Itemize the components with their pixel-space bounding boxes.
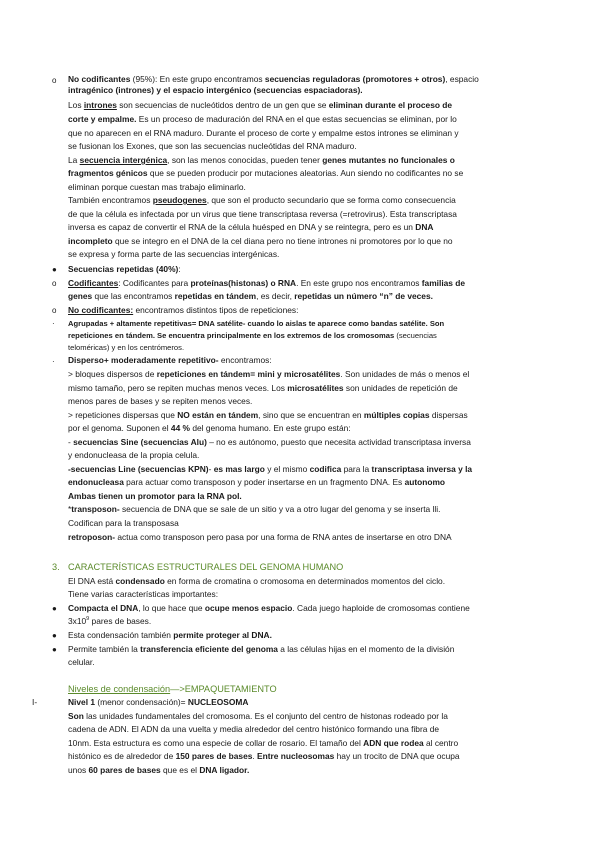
- text-run: encontramos distintos tipos de repeticiones:: [133, 305, 299, 315]
- text-run: pseudogenes: [152, 195, 207, 205]
- text-run: No codificantes:: [68, 305, 134, 315]
- text-run: Nivel 1: [68, 697, 96, 707]
- paragraph-line: [68, 576, 445, 587]
- text-run: permite proteger al DNA.: [173, 630, 272, 640]
- text-run: que las encontramos: [92, 291, 175, 301]
- section-heading: [52, 561, 343, 573]
- text-run: microsatélites: [287, 383, 344, 393]
- text-run: El DNA está: [68, 576, 116, 586]
- paragraph-line: [68, 355, 272, 366]
- text-run: : Codificantes para: [118, 278, 191, 288]
- paragraph-line: [68, 182, 246, 193]
- text-run: (menor condensación)=: [95, 697, 188, 707]
- text-run: genes mutantes no funcionales o: [322, 155, 455, 165]
- text-run: eliminan durante el proceso de: [328, 100, 453, 110]
- paragraph-line: [68, 236, 453, 247]
- text-run: del genoma humano. En este grupo están:: [190, 423, 351, 433]
- sci-exponent: 9: [86, 616, 90, 623]
- text-run: Codifican para la transposasa: [68, 518, 179, 528]
- text-run: actua como transposon pero pasa por una forma de RNA antes de insertarse en otro DNA: [115, 532, 452, 542]
- text-run: celular.: [68, 657, 95, 667]
- text-run: eliminan porque cuestan mas trabajo eliminarlo.: [68, 182, 246, 192]
- text-run: ocupe menos espacio: [204, 603, 293, 613]
- paragraph-line: [68, 222, 433, 233]
- paragraph-line: [68, 423, 351, 434]
- paragraph-line: [68, 464, 472, 475]
- text-run: Compacta el DNA: [68, 603, 139, 613]
- paragraph-line: [68, 437, 471, 448]
- text-run: , lo que hace que: [138, 603, 205, 613]
- paragraph-line: [68, 155, 455, 166]
- text-run: La: [68, 155, 80, 165]
- text-run: -: [208, 464, 214, 474]
- paragraph-line: [68, 396, 252, 407]
- text-run: (secuencias: [394, 331, 437, 340]
- text-run: encontramos:: [218, 355, 272, 365]
- text-run: Esta condensación también: [68, 630, 174, 640]
- paragraph-line: [68, 278, 465, 289]
- list-bullet: o: [52, 306, 57, 315]
- text-run: , son las menos conocidas, pueden tener: [167, 155, 323, 165]
- paragraph-line: [68, 738, 458, 749]
- list-bullet: ●: [52, 631, 57, 640]
- text-run: secuencia intergénica: [79, 155, 168, 165]
- paragraph-line: [68, 630, 272, 641]
- text-run: Disperso+ moderadamente repetitivo-: [68, 355, 219, 365]
- paragraph-line: [68, 603, 470, 614]
- text-run: endonucleasa: [68, 477, 124, 487]
- paragraph-line: [68, 369, 469, 380]
- text-run: se expresa y forma parte de las secuencias intergénicas.: [68, 249, 280, 259]
- text-run: repeticiones en tándem. Se encuentra principalmente en los extremos de los cromosomas: [68, 331, 395, 340]
- text-run: inversa es capaz de convertir el RNA de la célula huésped en DNA y se reintegra, pero es un: [68, 222, 416, 232]
- paragraph-line: [68, 74, 479, 85]
- paragraph-line: [68, 532, 452, 543]
- text-run: que se integro en el DNA de la cel diana pero no tiene intrones ni promotores por lo que no: [112, 236, 453, 246]
- text-run: NO están en tándem: [177, 410, 259, 420]
- text-run: Permite también la: [68, 644, 141, 654]
- text-run: fragmentos génicos: [68, 168, 148, 178]
- paragraph-line: [68, 128, 459, 139]
- paragraph-line: [68, 477, 445, 488]
- paragraph-line: [68, 504, 440, 515]
- paragraph-line: [68, 491, 242, 502]
- paragraph-line: [68, 305, 298, 316]
- text-run: es mas largo: [213, 464, 265, 474]
- text-run: que es el: [160, 765, 200, 775]
- text-run: cadena de ADN. El ADN da una vuelta y media alrededor del centro histónico formando una fibra de: [68, 724, 440, 734]
- text-run: Entre nucleosomas: [257, 751, 335, 761]
- paragraph-line: [68, 657, 95, 668]
- text-run: autonomo: [404, 477, 446, 487]
- text-run: DNA: [415, 222, 434, 232]
- text-run: 44 %: [170, 423, 190, 433]
- paragraph-line: [68, 751, 460, 762]
- text-run: secuencia de DNA que se sale de un sitio y va a otro lugar del genoma y se inserta lli.: [119, 504, 441, 514]
- section-title: CARACTERÍSTICAS ESTRUCTURALES DEL GENOMA HUMANO: [68, 562, 344, 572]
- text-run: repetidas en tándem: [174, 291, 257, 301]
- paragraph-line: [68, 318, 444, 329]
- text-run: Codificantes: [68, 278, 119, 288]
- text-run: son unidades de repetición de: [343, 383, 458, 393]
- text-run: en forma de cromatina o cromosoma en determinados momentos del ciclo.: [164, 576, 446, 586]
- paragraph-line: [68, 141, 357, 152]
- list-bullet: ●: [52, 604, 57, 613]
- text-run: (95%): En este grupo encontramos: [130, 74, 265, 84]
- paragraph-line: [68, 168, 463, 179]
- text-run: retroposon-: [68, 532, 115, 542]
- text-run: múltiples copias: [363, 410, 430, 420]
- text-run: , que son el producto secundario que se forma como consecuencia: [206, 195, 456, 205]
- text-run: . En este grupo nos encontramos: [296, 278, 422, 288]
- text-run: > bloques dispersos de: [68, 369, 157, 379]
- text-run: 150 pares de bases: [175, 751, 253, 761]
- text-run: proteínas(histonas) o RNA: [190, 278, 297, 288]
- text-run: y endonucleasa de la propia celula.: [68, 450, 200, 460]
- paragraph-line: [68, 711, 448, 722]
- text-run: -: [68, 437, 74, 447]
- text-run: histónico es de alrededor de: [68, 751, 176, 761]
- text-run: . Cada juego haploide de cromosomas contiene: [292, 603, 470, 613]
- text-run: menos pares de bases y se repiten menos veces.: [68, 396, 253, 406]
- text-run: Tiene varias características importantes:: [68, 589, 219, 599]
- text-run: Ambas tienen un promotor para la RNA pol.: [68, 491, 242, 501]
- text-run: mismo tamaño, pero se repiten muchas menos veces. Los: [68, 383, 288, 393]
- text-run: genes: [68, 291, 93, 301]
- text-run: y el mismo: [264, 464, 310, 474]
- text-run: , espacio: [445, 74, 479, 84]
- text-run: las unidades fundamentales del cromosoma. Es el conjunto del centro de histonas rodeado por la: [83, 711, 448, 721]
- text-run: por el genoma. Suponen el: [68, 423, 171, 433]
- text-run: incompleto: [68, 236, 113, 246]
- list-bullet: ●: [52, 265, 57, 274]
- paragraph-line: [68, 644, 454, 655]
- paragraph-line: [68, 264, 181, 275]
- paragraph-line: [68, 291, 433, 302]
- text-run: secuencias reguladoras (promotores + otros): [264, 74, 446, 84]
- paragraph-line: [68, 518, 179, 529]
- text-run: para la: [341, 464, 372, 474]
- text-run: para actuar como transposon y poder insertarse en un fragmento DNA. Es: [123, 477, 405, 487]
- text-run: -secuencias Line (secuencias KPN): [68, 464, 209, 474]
- text-run: condensado: [115, 576, 165, 586]
- text-run: unos: [68, 765, 89, 775]
- text-run: , sino que se encuentran en: [258, 410, 364, 420]
- text-run: repeticiones en tándem= mini y microsatélites: [156, 369, 341, 379]
- sci-base: 3x10: [68, 616, 87, 626]
- paragraph-line: [68, 724, 439, 735]
- text-run: – no es autónomo, puesto que necesita actividad transcriptasa inversa: [206, 437, 471, 447]
- text-run: Son: [68, 711, 84, 721]
- text-run: de que la célula es infectada por un virus que tiene transcriptasa reversa (=retrovirus). Esta transcriptasa: [68, 209, 457, 219]
- roman-numeral: I-: [32, 697, 38, 707]
- text-run: .: [252, 751, 258, 761]
- paragraph-line: [68, 450, 199, 461]
- text-run: No codificantes: [68, 74, 131, 84]
- subsection-title: Niveles de condensación: [68, 684, 171, 694]
- paragraph-line: [68, 383, 458, 394]
- text-run: son secuencias de nucleótidos dentro de un gen que se: [116, 100, 329, 110]
- text-run: dispersas: [429, 410, 468, 420]
- text-run: DNA ligador.: [199, 765, 250, 775]
- text-run: repetidas un número “n” de veces.: [294, 291, 433, 301]
- text-run: teloméricas) y en los centrómeros.: [68, 343, 185, 352]
- paragraph-line: [68, 589, 218, 600]
- text-run: corte y empalme.: [68, 114, 137, 124]
- text-run: se fusionan los Exones, que son las secuencias nucleótidas del RNA maduro.: [68, 141, 357, 151]
- paragraph-line: [68, 209, 457, 220]
- paragraph-line: [68, 114, 457, 125]
- subsection-title-rest: —>EMPAQUETAMIENTO: [170, 684, 277, 694]
- paragraph-line: [68, 330, 437, 341]
- sci-rest: pares de bases.: [89, 616, 152, 626]
- text-run: que no aparecen en el RNA maduro. Durante el proceso de corte y empalme estos intrones se eliminan y: [68, 128, 459, 138]
- text-run: Agrupadas + altamente repetitivas= DNA satélite- cuando lo aislas te aparece como bandas satélite. Son: [68, 319, 445, 328]
- section-number: 3.: [52, 562, 60, 572]
- text-run: codifica: [309, 464, 342, 474]
- text-run: Los: [68, 100, 84, 110]
- text-run: > repeticiones dispersas que: [68, 410, 178, 420]
- list-bullet: o: [52, 279, 57, 288]
- text-run: transcriptasa inversa y la: [371, 464, 473, 474]
- text-run: que se pueden producir por mutaciones aleatorias. Aun siendo no codificantes no se: [147, 168, 464, 178]
- text-run: familias de: [421, 278, 466, 288]
- text-run: También encontramos: [68, 195, 153, 205]
- text-run: al centro: [423, 738, 459, 748]
- text-run: transferencia eficiente del genoma: [140, 644, 278, 654]
- text-run: . Son unidades de más o menos el: [340, 369, 470, 379]
- list-bullet: ●: [52, 645, 57, 654]
- paragraph-line: [68, 410, 468, 421]
- list-bullet: ·: [52, 357, 55, 366]
- text-run: transposon-: [71, 504, 120, 514]
- paragraph-line: [68, 342, 184, 353]
- paragraph-line: [68, 85, 363, 96]
- text-run: Es un proceso de maduración del RNA en el que estas secuencias se eliminan, por lo: [136, 114, 457, 124]
- list-bullet: o: [52, 76, 57, 85]
- text-run: 60 pares de bases: [88, 765, 161, 775]
- paragraph-line: [68, 765, 249, 776]
- paragraph-line: [68, 697, 248, 708]
- text-run: *: [68, 504, 72, 514]
- list-bullet: ·: [52, 319, 55, 328]
- paragraph-line: [68, 616, 151, 627]
- paragraph-line: [68, 195, 456, 206]
- text-run: secuencias Sine (secuencias Alu): [73, 437, 207, 447]
- text-run: Secuencias repetidas (40%): [68, 264, 179, 274]
- text-run: NUCLEOSOMA: [187, 697, 249, 707]
- text-run: intragénico (intrones) y el espacio intergénico (secuencias espaciadoras).: [68, 85, 363, 95]
- text-run: hay un trocito de DNA que ocupa: [334, 751, 460, 761]
- text-run: 10nm. Esta estructura es como una especie de collar de rosario. El tamaño del: [68, 738, 364, 748]
- text-run: intrones: [83, 100, 117, 110]
- subsection-heading: [68, 683, 277, 695]
- paragraph-line: [68, 249, 279, 260]
- text-run: :: [178, 264, 181, 274]
- text-run: a las células hijas en el momento de la división: [277, 644, 455, 654]
- text-run: , es decir,: [256, 291, 295, 301]
- text-run: ADN que rodea: [363, 738, 424, 748]
- paragraph-line: [68, 100, 452, 111]
